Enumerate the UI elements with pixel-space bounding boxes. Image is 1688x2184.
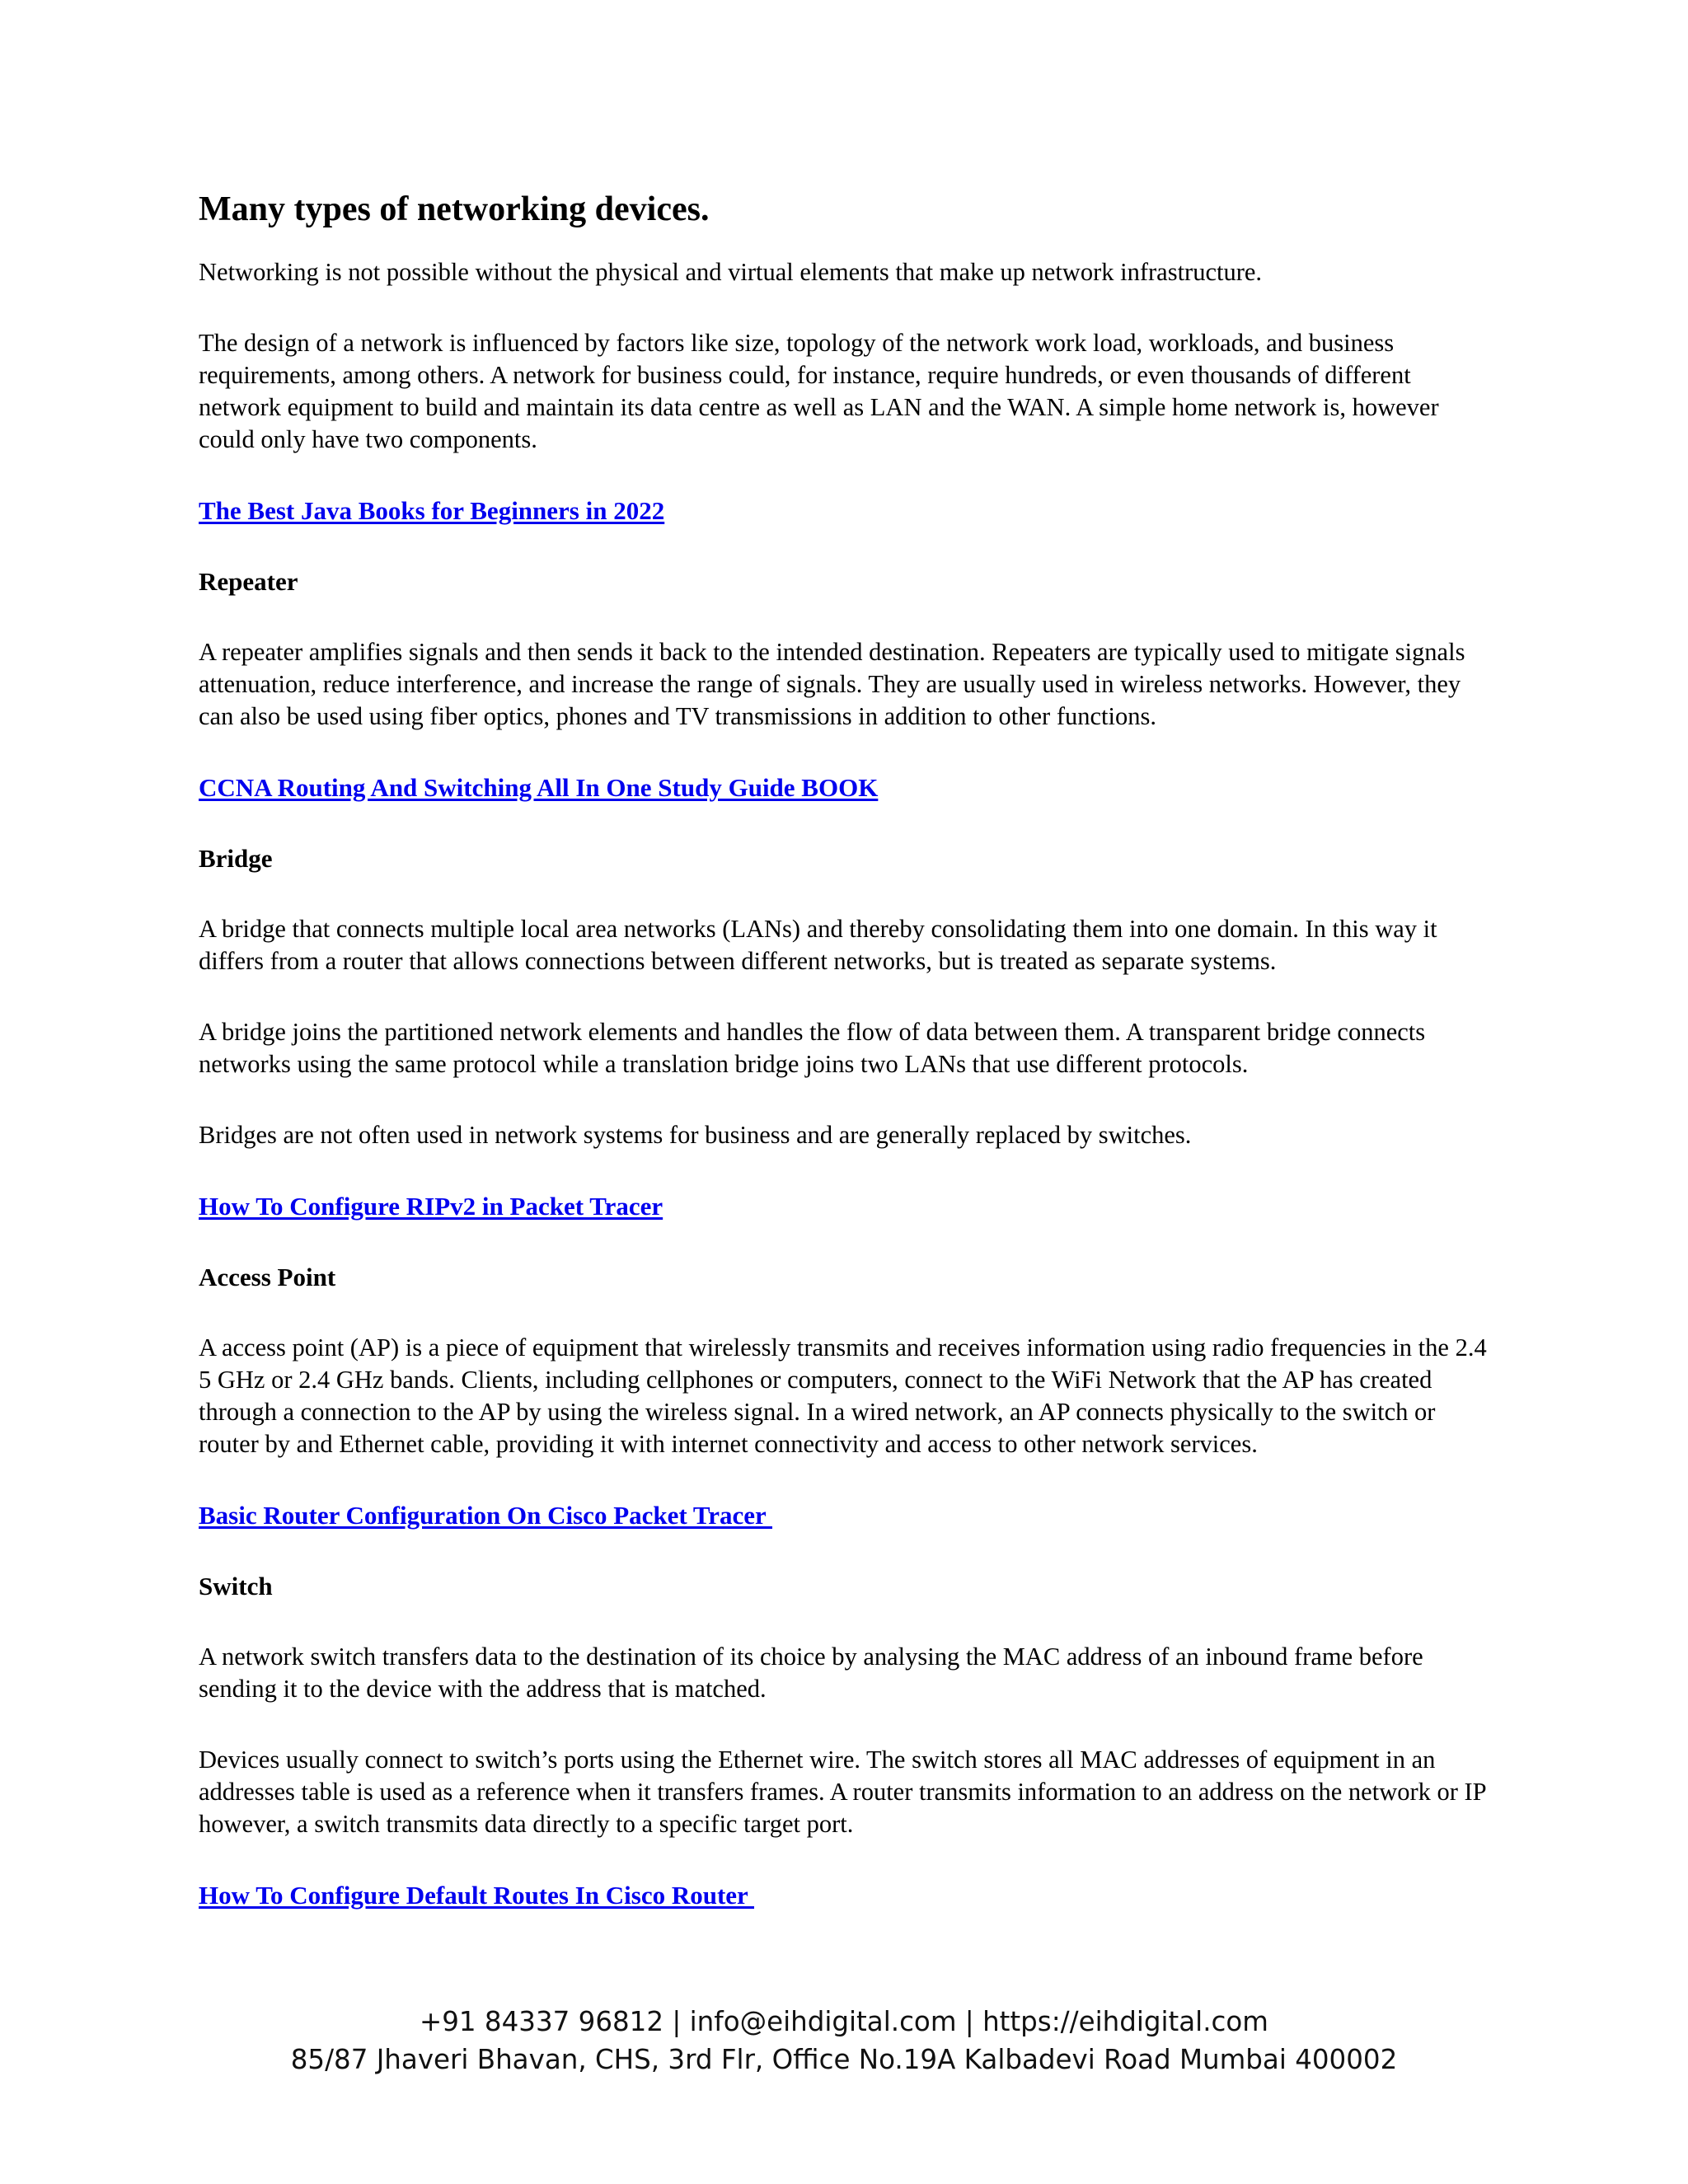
repeater-paragraph: A repeater amplifies signals and then sends it back to the intended destination. Repeaters are typically used to mitigate signals attenuation, reduce interference, and increase the range of signals. They are usually used in wireless networks. However, they can also be used using fiber optics, phones and TV transmissions in addition to other functions. — [199, 637, 1465, 730]
bridge-paragraph-2: A bridge joins the partitioned network elements and handles the flow of data between them. A transparent bridge connects networks using the same protocol while a translation bridge joins two LANs that use different protocols. — [199, 1017, 1426, 1078]
intro-paragraph: Networking is not possible without the physical and virtual elements that make up network infrastructure. — [199, 257, 1263, 286]
router-config-link[interactable]: Basic Router Configuration On Cisco Packet Tracer — [199, 1500, 773, 1530]
java-books-link[interactable]: The Best Java Books for Beginners in 2022 — [199, 495, 665, 525]
repeater-heading: Repeater — [199, 566, 298, 596]
access-point-paragraph: A access point (AP) is a piece of equipment that wirelessly transmits and receives information using radio frequencies in the 2.4 5 GHz or 2.4 GHz bands. Clients, including cellphones or computers, connect to the WiFi Network that the AP has created through a connection to the AP by using the wireless signal. In a wired network, an AP connects physically to the switch or router by and Ethernet cable, providing it with internet connectivity and access to other network services. — [199, 1333, 1487, 1458]
bridge-paragraph-3: Bridges are not often used in network systems for business and are generally replaced by switches. — [199, 1120, 1192, 1149]
ccna-book-link[interactable]: CCNA Routing And Switching All In One Study Guide BOOK — [199, 772, 879, 802]
design-paragraph: The design of a network is influenced by factors like size, topology of the network work load, workloads, and business requirements, among others. A network for business could, for instance, require hundreds, or even thousands of different network equipment to build and maintain its data centre as well as LAN and the WAN. A simple home network is, however could only have two components. — [199, 328, 1439, 453]
bridge-paragraph-1: A bridge that connects multiple local area networks (LANs) and thereby consolidating them into one domain. In this way it differs from a router that allows connections between different networks, but is treated as separate systems. — [199, 914, 1437, 975]
footer-address-line: 85/87 Jhaveri Bhavan, CHS, 3rd Flr, Office No.19A Kalbadevi Road Mumbai 400002 — [290, 2044, 1398, 2075]
switch-paragraph-1: A network switch transfers data to the destination of its choice by analysing the MAC address of an inbound frame before sending it to the device with the address that is matched. — [199, 1642, 1423, 1703]
ripv2-link[interactable]: How To Configure RIPv2 in Packet Tracer — [199, 1191, 663, 1221]
page-title: Many types of networking devices. — [199, 190, 710, 228]
switch-heading: Switch — [199, 1571, 273, 1601]
page-footer — [0, 2003, 1688, 2079]
switch-paragraph-2: Devices usually connect to switch’s ports using the Ethernet wire. The switch stores all MAC addresses of equipment in an addresses table is used as a reference when it transfers frames. A router transmits information to an address on the network or IP however, a switch transmits data directly to a specific target port. — [199, 1745, 1486, 1838]
document-body — [199, 188, 1493, 1950]
access-point-heading: Access Point — [199, 1262, 336, 1291]
footer-contact-line: +91 84337 96812 | info@eihdigital.com | https://eihdigital.com — [420, 2006, 1268, 2037]
default-routes-link[interactable]: How To Configure Default Routes In Cisco Router — [199, 1880, 754, 1910]
bridge-heading: Bridge — [199, 843, 273, 873]
